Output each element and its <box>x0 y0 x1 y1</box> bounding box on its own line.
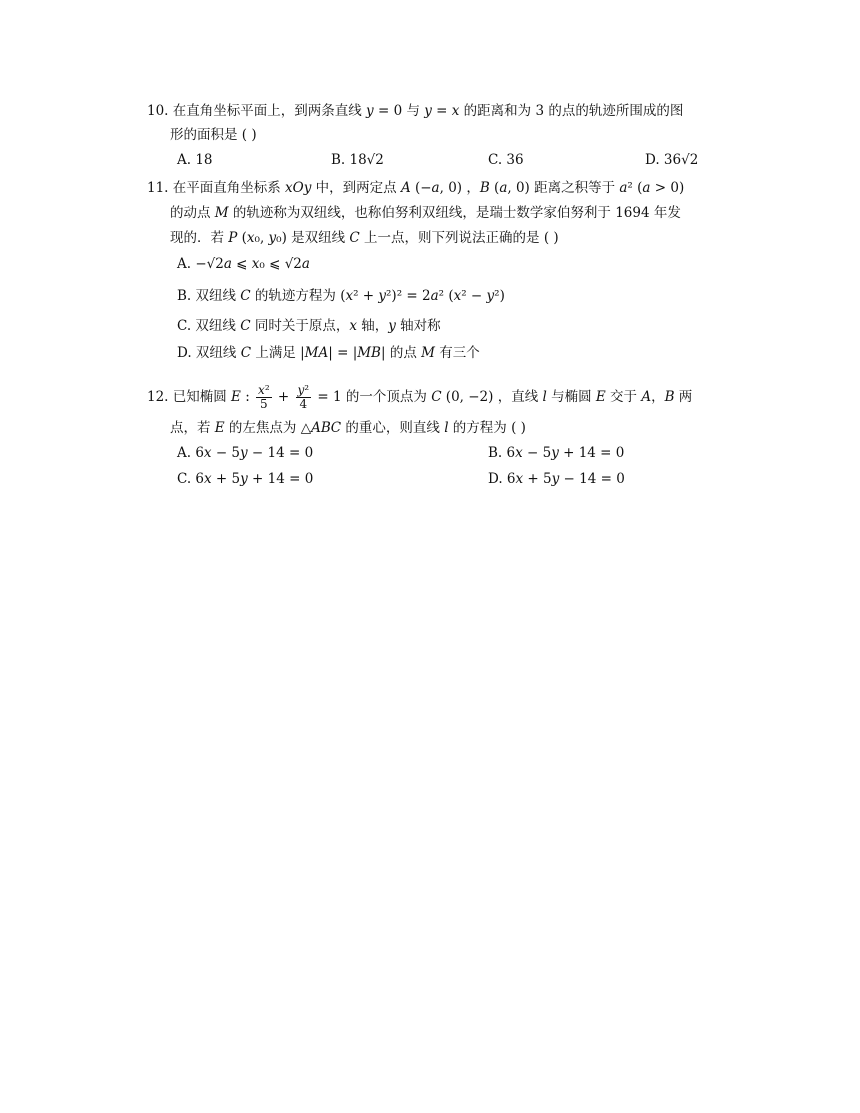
fraction-denominator: 4 <box>299 397 308 411</box>
q12-option-b: B. 6𝑥 − 5𝑦 + 14 = 0 <box>488 445 625 461</box>
q12-stem-suffix: = 1 的一个顶点为 𝐶 (0, −2) ，直线 𝑙 与椭圆 𝐸 交于 𝐴，𝐵 两 <box>313 389 693 405</box>
q11-stem-line-3: 现的．若 𝑃 (𝑥₀, 𝑦₀) 是双纽线 𝐶 上一点，则下列说法正确的是 ( ) <box>170 230 559 246</box>
fraction-numerator: 𝑥² <box>258 383 270 397</box>
fraction-numerator: 𝑦² <box>297 383 310 397</box>
q12-stem-prefix: 12. 已知椭圆 𝐸 : <box>147 389 250 405</box>
q10-stem-line-1: 10. 在直角坐标平面上，到两条直线 𝑦 = 0 与 𝑦 = 𝑥 的距离和为 3 的点的轨迹所围成的图 <box>147 103 684 119</box>
plus-sign: + <box>273 389 294 405</box>
q12-option-d: D. 6𝑥 + 5𝑦 − 14 = 0 <box>488 471 625 487</box>
q10-option-b: B. 18√2 <box>331 152 384 168</box>
q11-stem-line-1: 11. 在平面直角坐标系 𝑥𝑂𝑦 中，到两定点 𝐴 (−𝑎, 0) ，𝐵 (𝑎, 0) 距离之积等于 𝑎² (𝑎 > 0) <box>147 180 685 196</box>
q11-option-b: B. 双纽线 𝐶 的轨迹方程为 (𝑥² + 𝑦²)² = 2𝑎² (𝑥² − 𝑦²) <box>177 288 505 304</box>
fraction-y-squared-over-4 <box>296 384 312 411</box>
fraction-denominator: 5 <box>260 397 268 411</box>
q11-stem-line-2: 的动点 𝑀 的轨迹称为双纽线，也称伯努利双纽线，是瑞士数学家伯努利于 1694 年发 <box>170 205 681 221</box>
q10-stem-line-2: 形的面积是 ( ) <box>170 127 257 143</box>
q12-stem-line-1 <box>147 377 692 417</box>
q11-option-c: C. 双纽线 𝐶 同时关于原点，𝑥 轴，𝑦 轴对称 <box>177 318 441 334</box>
q10-option-a: A. 18 <box>177 152 213 168</box>
q12-stem-line-2: 点，若 𝐸 的左焦点为 △𝐴𝐵𝐶 的重心，则直线 𝑙 的方程为 ( ) <box>170 420 526 436</box>
q12-option-a: A. 6𝑥 − 5𝑦 − 14 = 0 <box>177 445 314 461</box>
q11-option-a: A. −√2𝑎 ⩽ 𝑥₀ ⩽ √2𝑎 <box>177 256 310 272</box>
q11-option-d: D. 双纽线 𝐶 上满足 |𝑀𝐴| = |𝑀𝐵| 的点 𝑀 有三个 <box>177 345 480 361</box>
q10-option-c: C. 36 <box>488 152 524 168</box>
fraction-x-squared-over-5 <box>256 384 272 411</box>
q12-option-c: C. 6𝑥 + 5𝑦 + 14 = 0 <box>177 471 314 487</box>
q10-option-d: D. 36√2 <box>645 152 699 168</box>
